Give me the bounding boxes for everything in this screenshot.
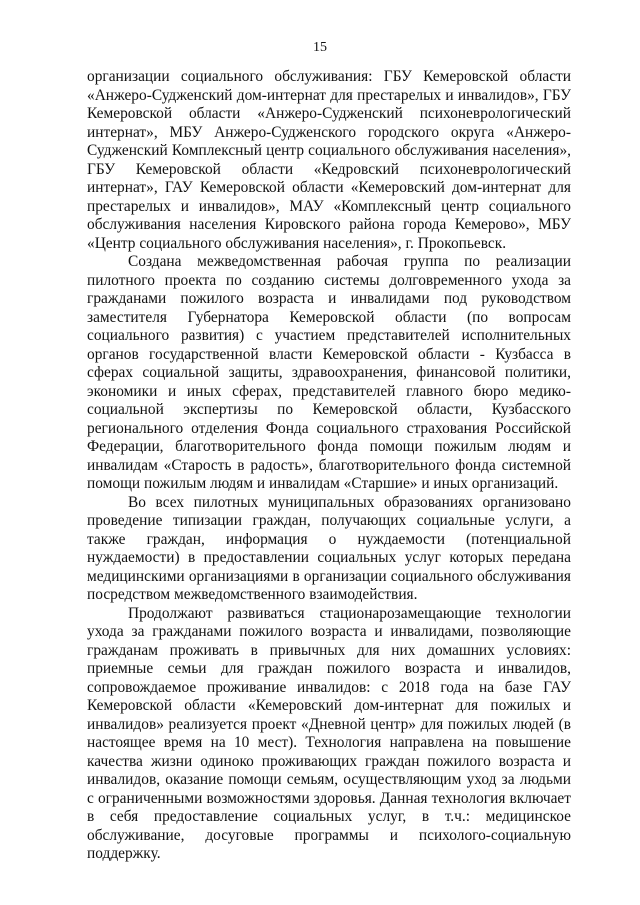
paragraph-typification: Во всех пилотных муниципальных образованиях организовано проведение типизации граждан, получающих социальные услуги, а также граждан, информация о нуждаемости (потенциальной нуждаемости) в предоставлении социальных услуг которых передана медицинскими организациями в организации социального обслуживания посредством межведомственного взаимодействия. bbox=[87, 493, 571, 603]
paragraph-replacement-technologies: Продолжают развиваться стационарозамещающие технологии ухода за гражданами пожилого возраста и инвалидами, позволяющие гражданам проживать в привычных для них домашних условиях: приемные семьи для граждан пожилого возраста и инвалидов, сопровождаемое проживание инвалидов: с 2018 года на базе ГАУ Кемеровской области «Кемеровский дом-интернат для пожилых и инвалидов» реализуется проект «Дневной центр» для пожилых людей (в настоящее время на 10 мест). Технология направлена на повышение качества жизни одиноко проживающих граждан пожилого возраста и инвалидов, оказание помощи семьям, осуществляющим уход за людьми с ограниченными возможностями здоровья. Данная технология включает в себя предоставление социальных услуг, в т.ч.: медицинское обслуживание, досуговые программы и психолого-социальную поддержку. bbox=[87, 604, 571, 862]
paragraph-organizations-list: организации социального обслуживания: ГБУ Кемеровской области «Анжеро-Судженский дом-интернат для престарелых и инвалидов», ГБУ Кемеровской области «Анжеро-Судженский психоневрологический интернат», МБУ Анжеро-Судженского городского округа «Анжеро-Судженский Комплексный центр социального обслуживания населения», ГБУ Кемеровской области «Кедровский психоневрологический интернат», ГАУ Кемеровской области «Кемеровский дом-интернат для престарелых и инвалидов», МАУ «Комплексный центр социального обслуживания населения Кировского района города Кемерово», МБУ «Центр социального обслуживания населения», г. Прокопьевск. bbox=[87, 68, 571, 252]
paragraph-working-group: Создана межведомственная рабочая группа по реализации пилотного проекта по созданию системы долговременного ухода за гражданами пожилого возраста и инвалидами под руководством заместителя Губернатора Кемеровской области (по вопросам социального развития) с участием представителей исполнительных органов государственной власти Кемеровской области - Кузбасса в сферах социальной защиты, здравоохранения, финансовой политики, экономики и иных сферах, представителей главного бюро медико-социальной экспертизы по Кемеровской области, Кузбасского регионального отделения Фонда социального страхования Российской Федерации, благотворительного фонда помощи пожилым людям и инвалидам «Старость в радость», благотворительного фонда системной помощи пожилым людям и инвалидам «Старшие» и иных организаций. bbox=[87, 253, 571, 492]
page-number: 15 bbox=[313, 40, 327, 55]
document-body bbox=[87, 68, 571, 864]
